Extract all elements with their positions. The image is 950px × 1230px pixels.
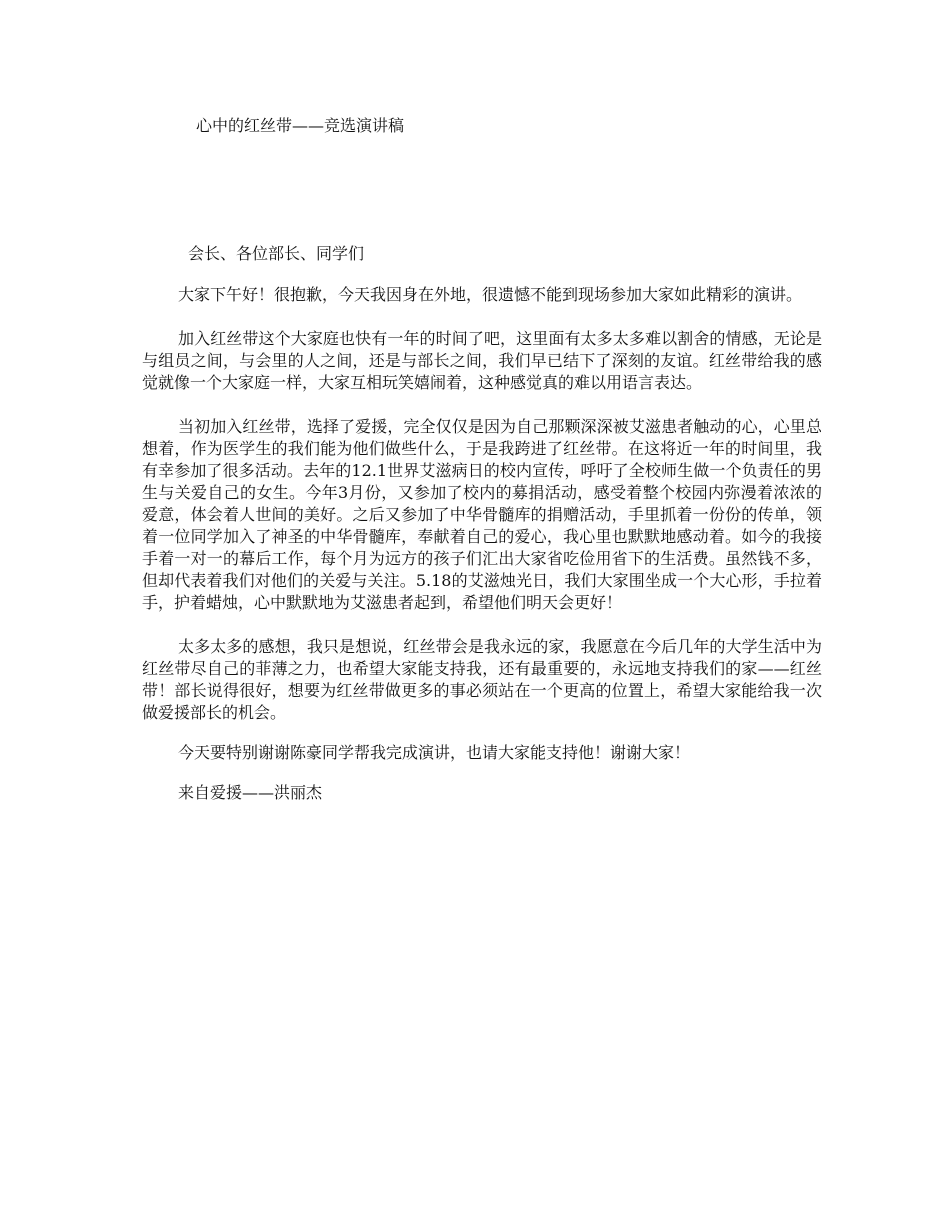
- paragraph-reflection: 太多太多的感想，我只是想说，红丝带会是我永远的家，我愿意在今后几年的大学生活中为红丝带尽自己的菲薄之力，也希望大家能支持我，还有最重要的，永远地支持我们的家——红丝带！部长说得很好，想要为红丝带做更多的事必须站在一个更高的位置上，希望大家能给我一次做爱援部长的机会。: [142, 637, 822, 722]
- document-body: [142, 284, 822, 826]
- document-title: 心中的红丝带——竞选演讲稿: [196, 116, 405, 135]
- paragraph-thanks: 今天要特别谢谢陈豪同学帮我完成演讲，也请大家能支持他！谢谢大家！: [178, 743, 691, 762]
- paragraph-activities: 当初加入红丝带，选择了爱援，完全仅仅是因为自己那颗深深被艾滋患者触动的心，心里总想着，作为医学生的我们能为他们做些什么，于是我跨进了红丝带。在这将近一年的时间里，我有幸参加了很多活动。去年的12.1世界艾滋病日的校内宣传，呼吁了全校师生做一个负责任的男生与关爱自己的女生。今年3月份，又参加了校内的募捐活动，感受着整个校园内弥漫着浓浓的爱意，体会着人世间的美好。之后又参加了中华骨髓库的捐赠活动，手里抓着一份份的传单，领着一位同学加入了神圣的中华骨髓库，奉献着自己的爱心，我心里也默默地感动着。如今的我接手着一对一的幕后工作，每个月为远方的孩子们汇出大家省吃俭用省下的生活费。虽然钱不多，但却代表着我们对他们的关爱与关注。5.18的艾滋烛光日，我们大家围坐成一个大心形，手拉着手，护着蜡烛，心中默默地为艾滋患者起到，希望他们明天会更好！: [142, 417, 822, 612]
- signature-line: 来自爱援——洪丽杰: [178, 783, 323, 802]
- paragraph-family: 加入红丝带这个大家庭也快有一年的时间了吧，这里面有太多太多难以割舍的情感，无论是与组员之间，与会里的人之间，还是与部长之间，我们早已结下了深刻的友谊。红丝带给我的感觉就像一个大家庭一样，大家互相玩笑嬉闹着，这种感觉真的难以用语言表达。: [142, 329, 822, 392]
- salutation: 会长、各位部长、同学们: [188, 244, 365, 263]
- paragraph-greeting: 大家下午好！很抱歉，今天我因身在外地，很遗憾不能到现场参加大家如此精彩的演讲。: [178, 285, 803, 304]
